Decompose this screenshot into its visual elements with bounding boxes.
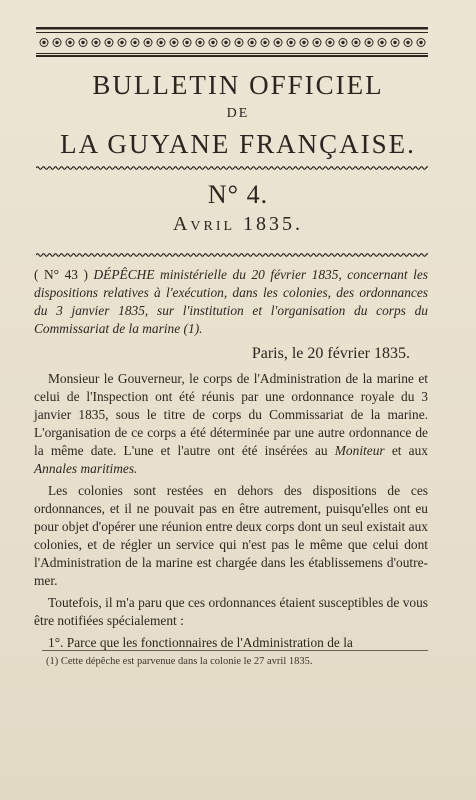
paragraph-text: et aux — [391, 443, 428, 458]
publication-name: Annales maritimes. — [34, 461, 138, 476]
decorative-border — [36, 27, 428, 57]
ornament-band-icon — [36, 27, 428, 57]
masthead — [0, 70, 476, 159]
masthead-subtitle: LA GUYANE FRANÇAISE. — [60, 129, 416, 159]
article — [34, 266, 428, 652]
footnote-divider — [42, 650, 428, 651]
dateline: Paris, le 20 février 1835. — [251, 345, 410, 362]
decorative-rule — [36, 252, 428, 258]
masthead-connector: DE — [226, 106, 250, 121]
paragraph-text: Monsieur le Gouverneur, le corps de l'Administration de la marine et celui de l'Inspection ont été réunis par une ordonnance royale du 3 janvier 1835, sous le titre de corps du Commissariat de la marine. L'organisation de ce corps a été déterminée par une autre ordonnance de la même date. L'une et l'autre ont été insérées au — [34, 371, 428, 458]
publication-name: Moniteur — [334, 443, 385, 458]
issue-block — [0, 180, 476, 236]
paragraph: Les colonies sont restées en dehors des dispositions de ces ordonnances, et il ne pouvait pas en être autrement, puisqu'elles ont eu pour objet d'opérer une réunion entre deux corps dont un seul existait aux colonies, et de régler un service qui n'est pas le même que celui dont l'Administration de la marine est chargée dans les établissemens d'outre-mer. — [34, 483, 428, 588]
decorative-rule — [36, 165, 428, 171]
issue-date: Avril 1835. — [172, 213, 304, 235]
footnote: (1) Cette dépêche est parvenue dans la colonie le 27 avril 1835. — [46, 656, 313, 667]
article-heading — [34, 266, 428, 338]
article-heading-text: DÉPÊCHE ministérielle du 20 février 1835, concernant les dispositions relatives à l'exécution, dans les colonies, des ordonnances du 3 janvier 1835, sur l'institution et l'organisation du corps du Commissariat de la marine (1). — [34, 267, 428, 336]
article-number: ( N° 43 ) — [34, 267, 88, 282]
paragraph: 1°. Parce que les fonctionnaires de l'Administration de la — [48, 635, 353, 650]
paragraph: Toutefois, il m'a paru que ces ordonnances étaient susceptibles de vous être notifiées spécialement : — [34, 595, 428, 628]
paragraph — [34, 370, 428, 478]
masthead-title: BULLETIN OFFICIEL — [92, 70, 384, 100]
issue-number: N° 4. — [207, 180, 269, 209]
